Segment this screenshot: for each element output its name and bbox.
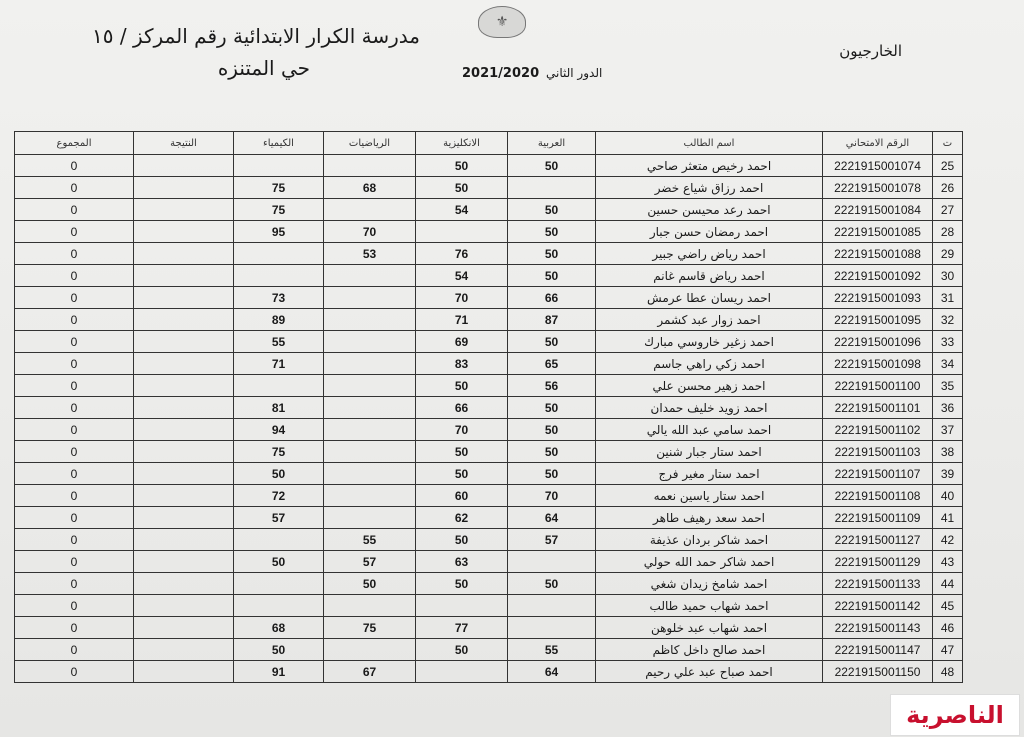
table-row	[15, 529, 963, 551]
col-arabic-header: العربية	[508, 132, 596, 155]
chemistry-grade: 57	[234, 507, 324, 529]
english-grade: 54	[416, 265, 508, 287]
student-name: احمد شاكر بردان عذيفة	[596, 529, 823, 551]
row-number: 27	[933, 199, 963, 221]
table-row	[15, 331, 963, 353]
table-row	[15, 243, 963, 265]
exam-number: 2221915001088	[823, 243, 933, 265]
total-cell: 0	[15, 573, 134, 595]
math-grade	[324, 353, 416, 375]
english-grade: 50	[416, 177, 508, 199]
table-row	[15, 221, 963, 243]
english-grade: 50	[416, 463, 508, 485]
english-grade: 50	[416, 155, 508, 177]
chemistry-grade	[234, 155, 324, 177]
chemistry-grade: 81	[234, 397, 324, 419]
table-row	[15, 199, 963, 221]
col-english-header: الانكليزية	[416, 132, 508, 155]
row-number: 41	[933, 507, 963, 529]
ministry-emblem-icon: ⚜	[478, 6, 526, 38]
chemistry-grade: 55	[234, 331, 324, 353]
row-number: 30	[933, 265, 963, 287]
student-name: احمد شامخ زيدان شغي	[596, 573, 823, 595]
student-name: احمد زغير خاروسي مبارك	[596, 331, 823, 353]
row-number: 45	[933, 595, 963, 617]
total-cell: 0	[15, 485, 134, 507]
col-math-header: الرياضيات	[324, 132, 416, 155]
arabic-grade: 70	[508, 485, 596, 507]
watermark-logo	[890, 694, 1020, 736]
col-student-name-header: اسم الطالب	[596, 132, 823, 155]
math-grade	[324, 419, 416, 441]
row-number: 33	[933, 331, 963, 353]
math-grade: 50	[324, 573, 416, 595]
total-cell: 0	[15, 419, 134, 441]
student-name: احمد صباح عبد علي رحيم	[596, 661, 823, 683]
result-cell	[134, 573, 234, 595]
exam-number: 2221915001096	[823, 331, 933, 353]
math-grade	[324, 595, 416, 617]
result-cell	[134, 309, 234, 331]
student-name: احمد زوار عبد كشمر	[596, 309, 823, 331]
chemistry-grade	[234, 375, 324, 397]
exam-number: 2221915001100	[823, 375, 933, 397]
row-number: 43	[933, 551, 963, 573]
row-number: 40	[933, 485, 963, 507]
arabic-grade: 50	[508, 463, 596, 485]
result-cell	[134, 551, 234, 573]
total-cell: 0	[15, 265, 134, 287]
total-cell: 0	[15, 199, 134, 221]
table-row	[15, 463, 963, 485]
academic-year: 2021/2020	[462, 66, 540, 81]
exam-number: 2221915001107	[823, 463, 933, 485]
exam-number: 2221915001143	[823, 617, 933, 639]
chemistry-grade: 75	[234, 199, 324, 221]
total-cell: 0	[15, 639, 134, 661]
arabic-grade: 50	[508, 397, 596, 419]
chemistry-grade: 94	[234, 419, 324, 441]
table-row	[15, 507, 963, 529]
result-cell	[134, 507, 234, 529]
student-name: احمد رياض راضي جبير	[596, 243, 823, 265]
english-grade: 50	[416, 529, 508, 551]
english-grade: 83	[416, 353, 508, 375]
result-cell	[134, 287, 234, 309]
arabic-grade: 50	[508, 243, 596, 265]
student-name: احمد زهير محسن علي	[596, 375, 823, 397]
arabic-grade: 87	[508, 309, 596, 331]
exam-number: 2221915001129	[823, 551, 933, 573]
result-cell	[134, 617, 234, 639]
table-row	[15, 287, 963, 309]
math-grade	[324, 463, 416, 485]
math-grade	[324, 441, 416, 463]
english-grade: 54	[416, 199, 508, 221]
math-grade: 57	[324, 551, 416, 573]
row-number: 36	[933, 397, 963, 419]
exam-number: 2221915001092	[823, 265, 933, 287]
table-row	[15, 265, 963, 287]
table-row	[15, 617, 963, 639]
exam-number: 2221915001095	[823, 309, 933, 331]
row-number: 37	[933, 419, 963, 441]
exam-number: 2221915001133	[823, 573, 933, 595]
chemistry-grade: 72	[234, 485, 324, 507]
table-body	[15, 155, 963, 683]
row-number: 47	[933, 639, 963, 661]
exam-number: 2221915001103	[823, 441, 933, 463]
total-cell: 0	[15, 595, 134, 617]
arabic-grade	[508, 551, 596, 573]
chemistry-grade: 73	[234, 287, 324, 309]
chemistry-grade: 91	[234, 661, 324, 683]
math-grade: 53	[324, 243, 416, 265]
exam-number: 2221915001098	[823, 353, 933, 375]
student-name: احمد سامي عبد الله يالي	[596, 419, 823, 441]
chemistry-grade	[234, 529, 324, 551]
arabic-grade	[508, 595, 596, 617]
math-grade	[324, 287, 416, 309]
table-row	[15, 155, 963, 177]
english-grade: 71	[416, 309, 508, 331]
arabic-grade: 50	[508, 155, 596, 177]
exam-number: 2221915001108	[823, 485, 933, 507]
exam-number: 2221915001102	[823, 419, 933, 441]
table-row	[15, 309, 963, 331]
english-grade	[416, 221, 508, 243]
math-grade: 75	[324, 617, 416, 639]
row-number: 28	[933, 221, 963, 243]
math-grade	[324, 639, 416, 661]
english-grade: 50	[416, 573, 508, 595]
school-title: مدرسة الكرار الابتدائية رقم المركز / ١٥	[92, 24, 420, 48]
table-row	[15, 441, 963, 463]
result-cell	[134, 595, 234, 617]
english-grade: 62	[416, 507, 508, 529]
student-name: احمد شهاب عبد خلوهن	[596, 617, 823, 639]
chemistry-grade: 50	[234, 551, 324, 573]
english-grade	[416, 595, 508, 617]
student-name: احمد رعد محيسن حسين	[596, 199, 823, 221]
student-name: احمد رخيص متعثر صاحي	[596, 155, 823, 177]
result-cell	[134, 331, 234, 353]
arabic-grade	[508, 617, 596, 639]
row-number: 42	[933, 529, 963, 551]
student-name: احمد شهاب حميد طالب	[596, 595, 823, 617]
total-cell: 0	[15, 155, 134, 177]
arabic-grade: 50	[508, 573, 596, 595]
row-number: 32	[933, 309, 963, 331]
col-number-header: ت	[933, 132, 963, 155]
exam-number: 2221915001093	[823, 287, 933, 309]
math-grade: 67	[324, 661, 416, 683]
result-cell	[134, 441, 234, 463]
student-name: احمد ستار مغير فرج	[596, 463, 823, 485]
row-number: 39	[933, 463, 963, 485]
arabic-grade: 57	[508, 529, 596, 551]
english-grade: 50	[416, 639, 508, 661]
english-grade: 70	[416, 419, 508, 441]
row-number: 25	[933, 155, 963, 177]
result-cell	[134, 221, 234, 243]
district-label: حي المتنزه	[217, 56, 310, 80]
result-cell	[134, 375, 234, 397]
math-grade	[324, 485, 416, 507]
math-grade	[324, 199, 416, 221]
student-name: احمد ستار ياسين نعمه	[596, 485, 823, 507]
exam-number: 2221915001127	[823, 529, 933, 551]
chemistry-grade: 95	[234, 221, 324, 243]
chemistry-grade	[234, 265, 324, 287]
arabic-grade: 55	[508, 639, 596, 661]
student-name: احمد صالح داخل كاظم	[596, 639, 823, 661]
student-name: احمد ستار جبار شنين	[596, 441, 823, 463]
math-grade	[324, 331, 416, 353]
math-grade	[324, 397, 416, 419]
table-row	[15, 375, 963, 397]
row-number: 46	[933, 617, 963, 639]
table-row	[15, 595, 963, 617]
total-cell: 0	[15, 441, 134, 463]
arabic-grade: 56	[508, 375, 596, 397]
col-total-header: المجموع	[15, 132, 134, 155]
result-cell	[134, 419, 234, 441]
result-cell	[134, 353, 234, 375]
col-result-header: النتيجة	[134, 132, 234, 155]
student-name: احمد ريسان عطا عرمش	[596, 287, 823, 309]
math-grade	[324, 375, 416, 397]
total-cell: 0	[15, 397, 134, 419]
math-grade	[324, 507, 416, 529]
arabic-grade: 64	[508, 507, 596, 529]
grades-table	[14, 131, 963, 683]
exam-round-label: الدور الثاني	[546, 66, 603, 80]
exam-number: 2221915001101	[823, 397, 933, 419]
table-row	[15, 551, 963, 573]
arabic-grade: 65	[508, 353, 596, 375]
row-number: 38	[933, 441, 963, 463]
arabic-grade: 50	[508, 265, 596, 287]
total-cell: 0	[15, 551, 134, 573]
result-cell	[134, 661, 234, 683]
table-row	[15, 353, 963, 375]
row-number: 44	[933, 573, 963, 595]
table-row	[15, 485, 963, 507]
english-grade: 60	[416, 485, 508, 507]
watermark-text: الناصرية	[906, 701, 1004, 729]
student-name: احمد رزاق شياع خضر	[596, 177, 823, 199]
english-grade: 70	[416, 287, 508, 309]
exam-number: 2221915001150	[823, 661, 933, 683]
row-number: 35	[933, 375, 963, 397]
total-cell: 0	[15, 177, 134, 199]
chemistry-grade	[234, 573, 324, 595]
student-category-label: الخارجيون	[839, 42, 902, 60]
math-grade	[324, 265, 416, 287]
table-row	[15, 573, 963, 595]
chemistry-grade: 50	[234, 463, 324, 485]
math-grade: 70	[324, 221, 416, 243]
arabic-grade: 50	[508, 441, 596, 463]
total-cell: 0	[15, 243, 134, 265]
result-cell	[134, 243, 234, 265]
arabic-grade: 50	[508, 331, 596, 353]
math-grade	[324, 309, 416, 331]
table-header-row	[15, 132, 963, 155]
exam-number: 2221915001084	[823, 199, 933, 221]
math-grade: 68	[324, 177, 416, 199]
math-grade: 55	[324, 529, 416, 551]
result-cell	[134, 639, 234, 661]
student-name: احمد زكي راهي جاسم	[596, 353, 823, 375]
table-row	[15, 177, 963, 199]
total-cell: 0	[15, 309, 134, 331]
student-name: احمد رياض قاسم غانم	[596, 265, 823, 287]
chemistry-grade: 89	[234, 309, 324, 331]
english-grade: 50	[416, 375, 508, 397]
english-grade: 66	[416, 397, 508, 419]
chemistry-grade: 50	[234, 639, 324, 661]
student-name: احمد شاكر حمد الله حولي	[596, 551, 823, 573]
chemistry-grade: 75	[234, 441, 324, 463]
english-grade	[416, 661, 508, 683]
arabic-grade: 64	[508, 661, 596, 683]
exam-number: 2221915001109	[823, 507, 933, 529]
chemistry-grade	[234, 243, 324, 265]
exam-number: 2221915001147	[823, 639, 933, 661]
result-cell	[134, 177, 234, 199]
exam-number: 2221915001078	[823, 177, 933, 199]
total-cell: 0	[15, 617, 134, 639]
chemistry-grade: 68	[234, 617, 324, 639]
total-cell: 0	[15, 287, 134, 309]
chemistry-grade	[234, 595, 324, 617]
table-row	[15, 397, 963, 419]
math-grade	[324, 155, 416, 177]
result-cell	[134, 463, 234, 485]
total-cell: 0	[15, 529, 134, 551]
result-cell	[134, 485, 234, 507]
result-cell	[134, 265, 234, 287]
english-grade: 50	[416, 441, 508, 463]
arabic-grade: 50	[508, 419, 596, 441]
row-number: 26	[933, 177, 963, 199]
student-name: احمد سعد رهيف طاهر	[596, 507, 823, 529]
chemistry-grade: 75	[234, 177, 324, 199]
arabic-grade	[508, 177, 596, 199]
english-grade: 69	[416, 331, 508, 353]
student-name: احمد رمضان حسن جبار	[596, 221, 823, 243]
english-grade: 77	[416, 617, 508, 639]
student-name: احمد زويد خليف حمدان	[596, 397, 823, 419]
table-row	[15, 639, 963, 661]
total-cell: 0	[15, 353, 134, 375]
table-row	[15, 661, 963, 683]
arabic-grade: 50	[508, 199, 596, 221]
exam-number: 2221915001074	[823, 155, 933, 177]
total-cell: 0	[15, 221, 134, 243]
total-cell: 0	[15, 375, 134, 397]
table-row	[15, 419, 963, 441]
row-number: 29	[933, 243, 963, 265]
chemistry-grade: 71	[234, 353, 324, 375]
total-cell: 0	[15, 331, 134, 353]
result-cell	[134, 397, 234, 419]
row-number: 48	[933, 661, 963, 683]
total-cell: 0	[15, 661, 134, 683]
col-exam-number-header: الرقم الامتحاني	[823, 132, 933, 155]
result-cell	[134, 155, 234, 177]
english-grade: 76	[416, 243, 508, 265]
total-cell: 0	[15, 463, 134, 485]
english-grade: 63	[416, 551, 508, 573]
result-cell	[134, 529, 234, 551]
row-number: 34	[933, 353, 963, 375]
total-cell: 0	[15, 507, 134, 529]
arabic-grade: 50	[508, 221, 596, 243]
col-chemistry-header: الكيمياء	[234, 132, 324, 155]
exam-number: 2221915001142	[823, 595, 933, 617]
arabic-grade: 66	[508, 287, 596, 309]
result-cell	[134, 199, 234, 221]
row-number: 31	[933, 287, 963, 309]
exam-number: 2221915001085	[823, 221, 933, 243]
